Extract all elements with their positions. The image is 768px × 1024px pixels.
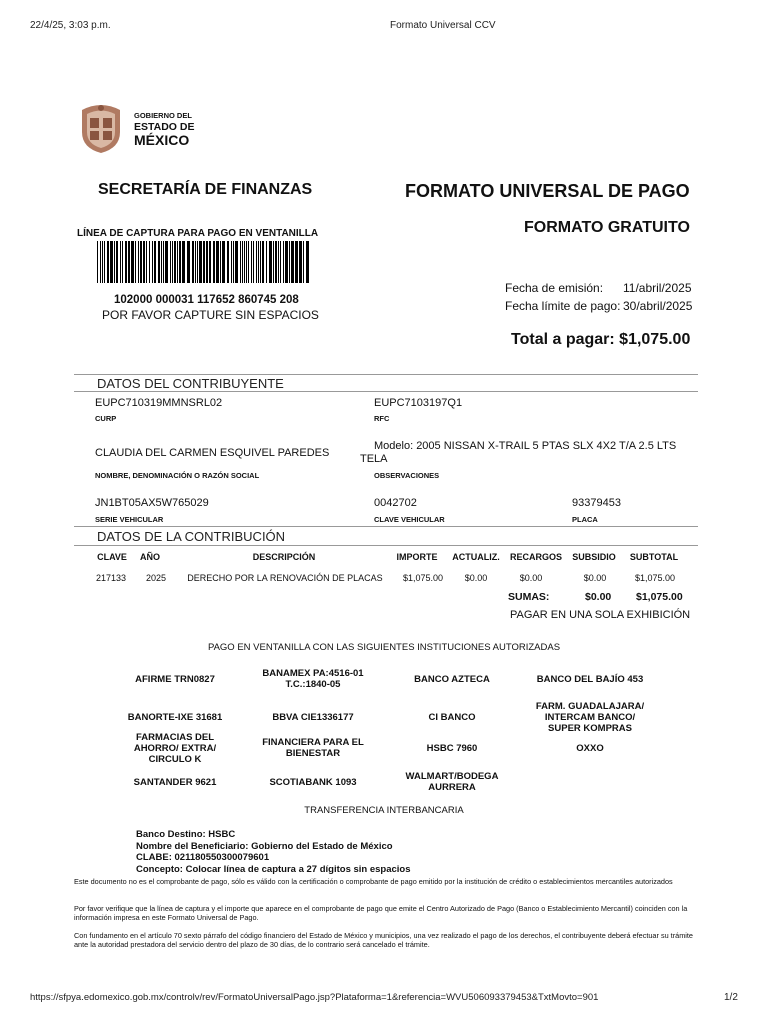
cell-clave: 217133: [95, 573, 127, 583]
cell-anio: 2025: [145, 573, 167, 583]
fecha-emision-value: 11/abril/2025: [623, 281, 692, 295]
bank-2-2: [387, 743, 517, 754]
contribuyente-title: DATOS DEL CONTRIBUYENTE: [97, 376, 284, 391]
bank-name-line: SCOTIABANK 1093: [269, 776, 357, 788]
serie-vehicular-value: JN1BT05AX5W765029: [95, 497, 209, 509]
logo-line-1: GOBIERNO DEL: [134, 111, 192, 120]
bank-name-line: BANORTE-IXE 31681: [127, 711, 223, 723]
bank-0-1: [248, 668, 378, 690]
formato-title: FORMATO UNIVERSAL DE PAGO: [405, 181, 690, 201]
observaciones-label: OBSERVACIONES: [374, 471, 440, 480]
bank-3-1: [248, 777, 378, 788]
observaciones-value-1: Modelo: 2005 NISSAN X-TRAIL 5 PTAS SLX 4X2 T/A 2.5 LTS: [374, 440, 677, 452]
curp-label: CURP: [95, 414, 117, 423]
logo-line-3: MÉXICO: [134, 132, 190, 148]
divider: [74, 391, 698, 392]
clave-vehicular-label: CLAVE VEHICULAR: [374, 515, 445, 524]
col-header-importe: IMPORTE: [396, 552, 438, 562]
bank-name-line: HSBC 7960: [426, 742, 478, 754]
placa-label: PLACA: [572, 515, 598, 524]
logo-line-2: ESTADO DE: [134, 121, 195, 133]
bank-1-0: [110, 712, 240, 723]
secretaria-title: SECRETARÍA DE FINANZAS: [98, 181, 313, 198]
col-header-recargos: RECARGOS: [509, 552, 562, 562]
print-title: Formato Universal CCV: [390, 20, 496, 31]
linea-captura-label: LÍNEA DE CAPTURA PARA PAGO EN VENTANILLA: [77, 228, 319, 239]
bank-1-2: [387, 712, 517, 723]
col-header-clave: CLAVE: [97, 552, 127, 562]
sumas-subsidio: $0.00: [585, 591, 612, 603]
bank-1-1: [248, 712, 378, 723]
print-datetime: 22/4/25, 3:03 p.m.: [30, 20, 111, 31]
cell-subtotal: $1,075.00: [634, 573, 676, 583]
clave-vehicular-value: 0042702: [374, 497, 417, 509]
transferencia-title: TRANSFERENCIA INTERBANCARIA: [304, 805, 464, 816]
bank-0-3: [525, 674, 655, 685]
contribucion-title: DATOS DE LA CONTRIBUCIÓN: [97, 529, 286, 544]
bank-name-line: WALMART/BODEGA: [405, 771, 499, 782]
divider: [74, 526, 698, 527]
formato-subtitle: FORMATO GRATUITO: [524, 219, 690, 236]
bank-name-line: CIRCULO K: [148, 753, 202, 765]
curp-value: EUPC710319MMNSRL02: [95, 397, 223, 409]
placa-value: 93379453: [572, 497, 621, 509]
bank-name-line: BANAMEX PA:4516-01: [262, 668, 364, 679]
total-a-pagar: Total a pagar: $1,075.00: [511, 331, 691, 348]
rfc-value: EUPC7103197Q1: [374, 397, 463, 409]
bank-2-1: [248, 737, 378, 759]
beneficiario: Nombre del Beneficiario: Gobierno del Estado de México: [136, 840, 393, 852]
col-header-subtotal: SUBTOTAL: [629, 552, 679, 562]
bank-name-line: CI BANCO: [428, 711, 476, 723]
bank-0-2: [387, 674, 517, 685]
bank-name-line: T.C.:1840-05: [285, 679, 341, 690]
pago-exhibicion: PAGAR EN UNA SOLA EXHIBICIÓN: [510, 609, 691, 621]
bank-name-line: SUPER KOMPRAS: [548, 722, 632, 734]
bank-name-line: FARMACIAS DEL: [135, 731, 215, 743]
observaciones-value-2: TELA: [360, 453, 388, 465]
divider: [74, 545, 698, 546]
col-header-actualiz: ACTUALIZ.: [452, 552, 500, 562]
col-header-descripcion: DESCRIPCIÓN: [252, 552, 316, 562]
barcode: [97, 241, 311, 283]
banco-destino: Banco Destino: HSBC: [136, 829, 236, 840]
cell-actualiz: $0.00: [464, 573, 488, 583]
bank-name-line: INTERCAM BANCO/: [544, 711, 636, 723]
col-header-anio: AÑO: [140, 552, 160, 562]
bank-name-line: BANCO AZTECA: [414, 673, 490, 685]
nombre-label: NOMBRE, DENOMINACIÓN O RAZÓN SOCIAL: [95, 471, 260, 480]
linea-captura-number: 102000 000031 117652 860745 208: [114, 294, 299, 306]
bank-name-line: FINANCIERA PARA EL: [262, 737, 364, 748]
bank-name-line: OXXO: [576, 742, 604, 754]
cell-recargos: $0.00: [519, 573, 543, 583]
instituciones-title: PAGO EN VENTANILLA CON LAS SIGUIENTES INSTITUCIONES AUTORIZADAS: [207, 642, 561, 653]
bank-name-line: AURRERA: [428, 782, 476, 793]
fecha-emision-label: Fecha de emisión:: [505, 281, 604, 295]
col-header-subsidio: SUBSIDIO: [572, 552, 616, 562]
cell-descripcion: DERECHO POR LA RENOVACIÓN DE PLACAS: [187, 573, 383, 583]
bank-0-0: [110, 674, 240, 685]
rfc-label: RFC: [374, 414, 390, 423]
bank-1-3: [525, 701, 655, 734]
concepto: Concepto: Colocar línea de captura a 27 dígitos sin espacios: [136, 863, 411, 875]
divider: [74, 374, 698, 375]
cell-subsidio: $0.00: [583, 573, 607, 583]
nombre-value: CLAUDIA DEL CARMEN ESQUIVEL PAREDES: [95, 447, 330, 459]
bank-name-line: BBVA CIE1336177: [272, 711, 354, 723]
print-page-number: 1/2: [724, 992, 738, 1003]
bank-name-line: SANTANDER 9621: [133, 776, 217, 788]
sumas-label: SUMAS:: [508, 591, 550, 603]
fecha-limite-label: Fecha límite de pago:: [505, 299, 621, 313]
bank-2-3: [525, 743, 655, 754]
linea-captura-note: POR FAVOR CAPTURE SIN ESPACIOS: [102, 308, 319, 322]
bank-3-2: [387, 771, 517, 793]
fecha-limite-value: 30/abril/2025: [623, 299, 693, 313]
bank-3-0: [110, 777, 240, 788]
legal-p1: Este documento no es el comprobante de pago, sólo es válido con la certificación o comprobante de pago emitido por la institución de crédito o establecimientos mercantiles autorizados: [74, 877, 673, 886]
print-url[interactable]: https://sfpya.edomexico.gob.mx/controlv/rev/FormatoUniversalPago.jsp?Plataforma=1&referencia=WVU506093379453&TxtMovto=901: [30, 992, 599, 1003]
bank-name-line: FARM. GUADALAJARA/: [535, 700, 645, 712]
cell-importe: $1,075.00: [402, 573, 444, 583]
transfer-info: [136, 829, 411, 875]
bank-2-0: [110, 732, 240, 765]
legal-p2: Por favor verifique que la línea de captura y el importe que aparece en el comprobante de pago que emite el Centro Autorizado de Pago (Banco o Establecimiento Mercantil) coinciden con la información impresa en este Formato Universal de Pago.: [74, 904, 688, 922]
sumas-total: $1,075.00: [636, 591, 683, 603]
serie-vehicular-label: SERIE VEHICULAR: [95, 515, 164, 524]
bank-name-line: BIENESTAR: [285, 748, 341, 759]
bank-name-line: AFIRME TRN0827: [135, 673, 215, 685]
coat-of-arms-icon: [78, 102, 124, 154]
clabe: CLABE: 021180550300079601: [136, 852, 270, 863]
bank-name-line: AHORRO/ EXTRA/: [133, 742, 217, 754]
bank-name-line: BANCO DEL BAJÍO 453: [536, 673, 644, 685]
legal-p3: Con fundamento en el artículo 70 sexto párrafo del código financiero del Estado de México y municipios, una vez realizado el pago de los derechos, el contribuyente deberá efectuar su trámite ante la autoridad prestadora del servicio dentro del plazo de 30 días, de lo contrario será cancelado el trámite.: [74, 931, 693, 949]
